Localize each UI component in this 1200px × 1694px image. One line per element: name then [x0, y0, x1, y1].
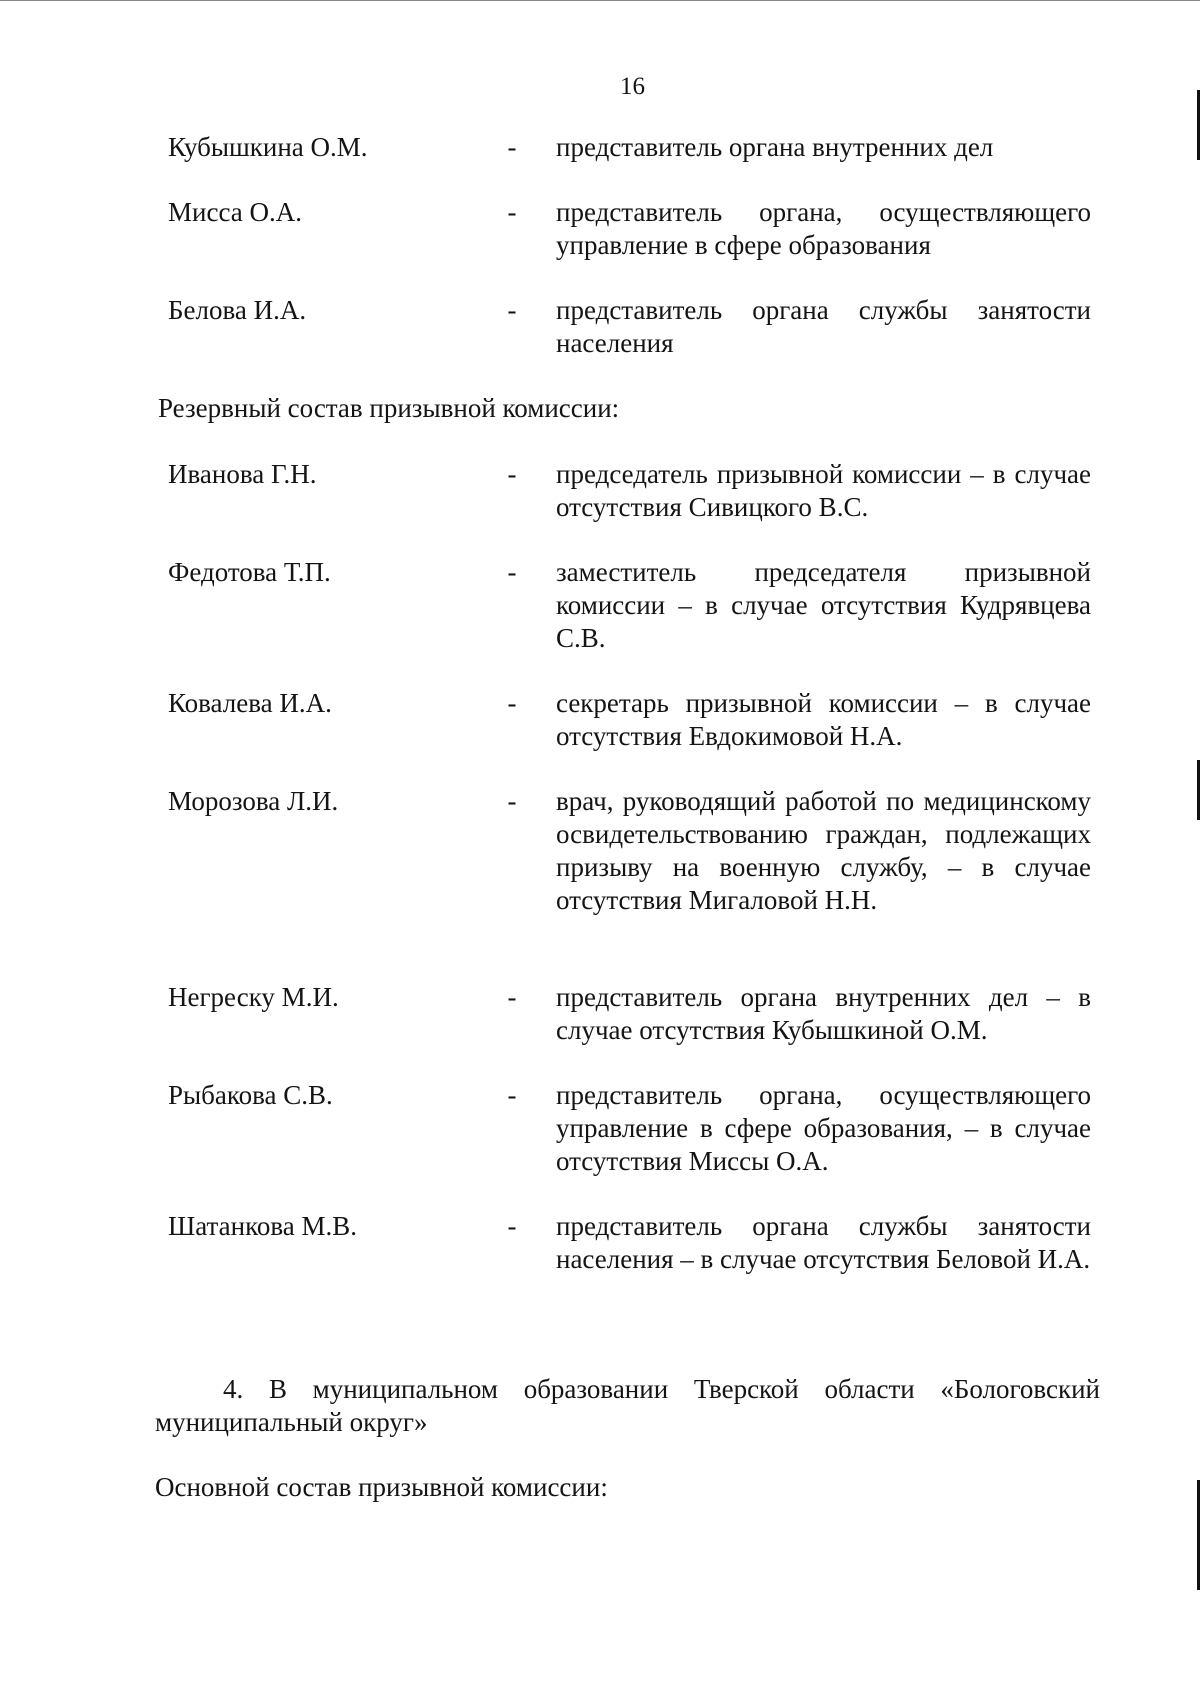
dash: -: [507, 786, 517, 816]
member-name: Шатанкова М.В.: [168, 1211, 357, 1241]
dash: -: [507, 1211, 517, 1241]
scan-top-edge: [0, 0, 1200, 1]
dash: -: [507, 688, 517, 718]
member-name: Кубышкина О.М.: [168, 132, 368, 162]
member-name: Мисса О.А.: [168, 197, 302, 227]
member-role: председатель призывной комиссии – в случае отсутствия Сивицкого В.С.: [556, 459, 1091, 522]
member-role: представитель органа службы занятости населения – в случае отсутствия Беловой И.А.: [556, 1211, 1091, 1274]
main-heading: Основной состав призывной комиссии:: [155, 1472, 608, 1502]
dash: -: [507, 459, 517, 489]
member-role: представитель органа службы занятости населения: [556, 295, 1091, 358]
dash: -: [507, 295, 517, 325]
member-role: представитель органа, осуществляющего управление в сфере образования: [556, 197, 1091, 260]
reserve-heading: Резервный состав призывной комиссии:: [158, 393, 620, 423]
member-name: Негреску М.И.: [168, 982, 339, 1012]
member-name: Белова И.А.: [168, 295, 307, 325]
dash: -: [507, 1080, 517, 1110]
member-role: представитель органа, осуществляющего управление в сфере образования, – в случае отсутствия Миссы О.А.: [556, 1080, 1091, 1176]
member-role: заместитель председателя призывной комиссии – в случае отсутствия Кудрявцева С.В.: [556, 557, 1091, 653]
member-name: Ковалева И.А.: [168, 688, 332, 718]
dash: -: [507, 132, 517, 162]
page-number: 16: [620, 73, 645, 100]
member-role: врач, руководящий работой по медицинскому освидетельствованию граждан, подлежащих призыву на военную службу, – в случае отсутствия Мигаловой Н.Н.: [556, 786, 1091, 915]
member-name: Рыбакова С.В.: [168, 1080, 333, 1110]
member-name: Иванова Г.Н.: [168, 459, 317, 489]
section-paragraph: 4. В муниципальном образовании Тверской области «Бологовский муниципальный округ»: [155, 1374, 1100, 1437]
member-role: представитель органа внутренних дел: [556, 132, 994, 162]
member-name: Федотова Т.П.: [168, 557, 331, 587]
dash: -: [507, 197, 517, 227]
member-role: секретарь призывной комиссии – в случае отсутствия Евдокимовой Н.А.: [556, 688, 1091, 751]
member-name: Морозова Л.И.: [168, 786, 339, 816]
dash: -: [507, 982, 517, 1012]
dash: -: [507, 557, 517, 587]
member-role: представитель органа внутренних дел – в случае отсутствия Кубышкиной О.М.: [556, 982, 1091, 1045]
